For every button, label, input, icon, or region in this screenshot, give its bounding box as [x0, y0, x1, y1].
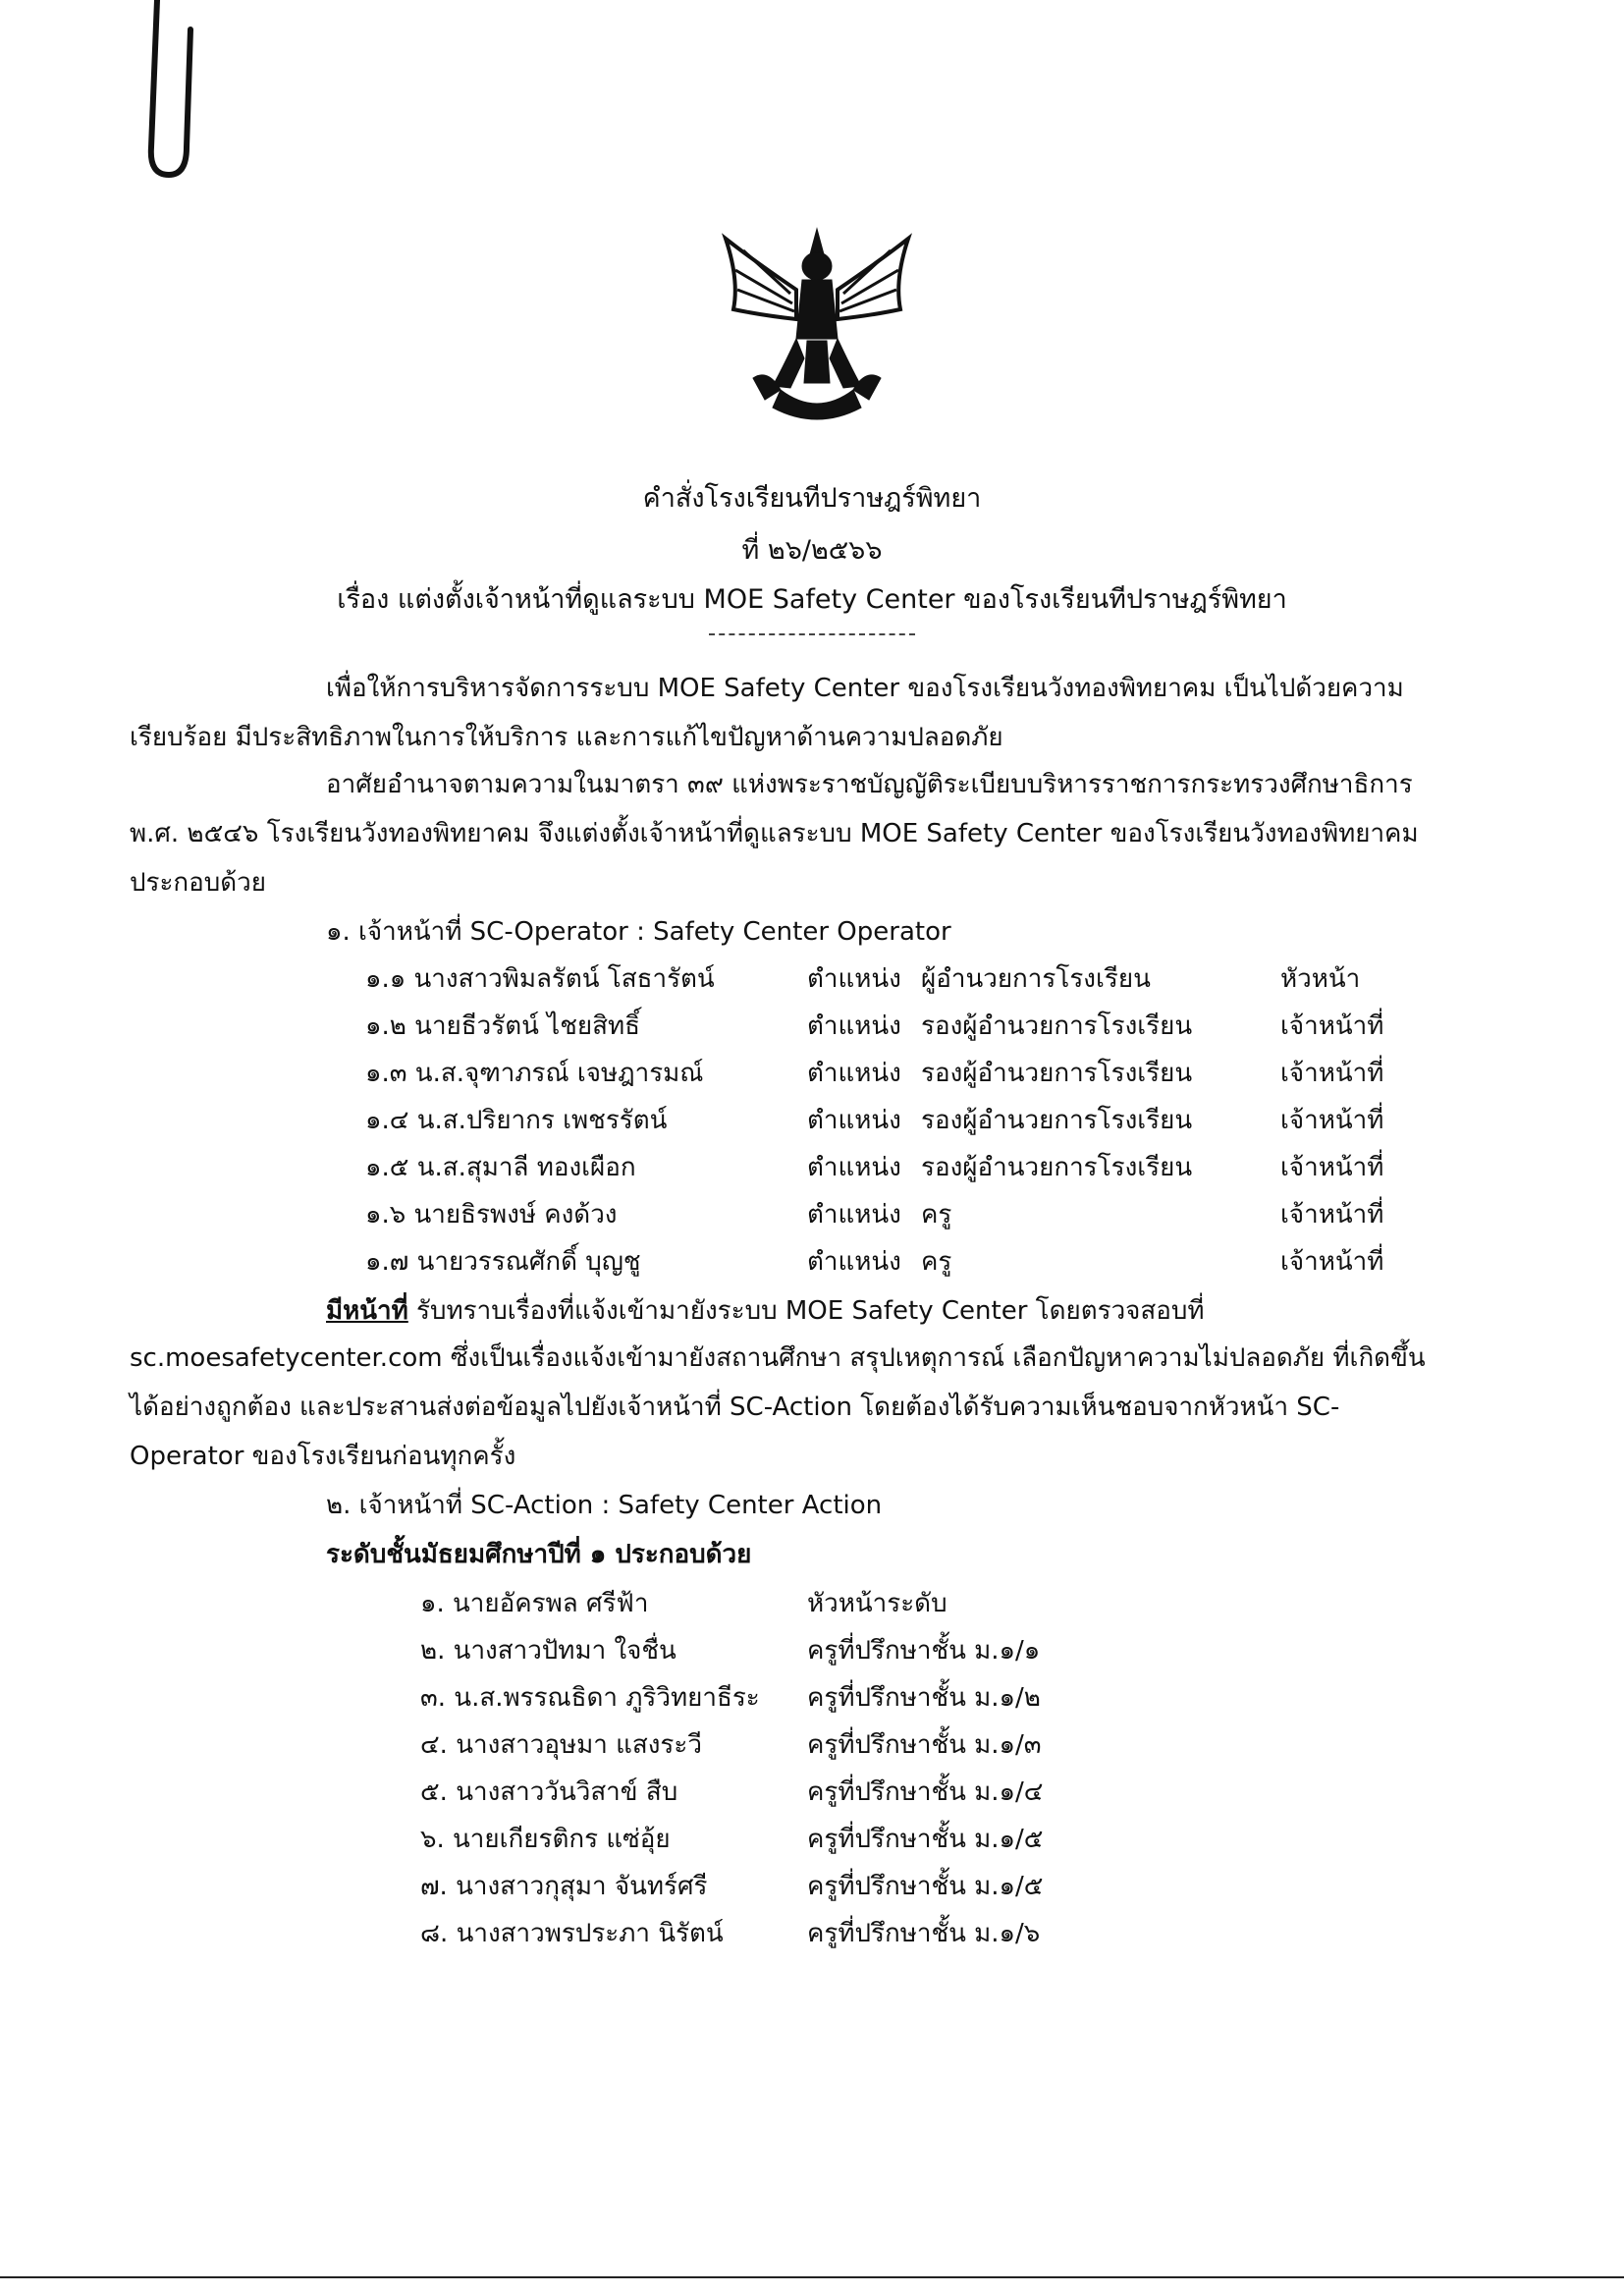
section1-heading: ๑. เจ้าหน้าที่ SC-Operator : Safety Center Operator: [326, 917, 951, 947]
operator-name: ๑.๗ นายวรรณศักดิ์ บุญชู: [365, 1247, 641, 1277]
duty-line2: sc.moesafetycenter.com ซึ่งเป็นเรื่องแจ้งเข้ามายังสถานศึกษา สรุปเหตุการณ์ เลือกปัญหาความไม่ปลอดภัย ที่เกิดขึ้น: [130, 1343, 1426, 1373]
garuda-emblem-icon: [714, 221, 920, 432]
operator-name: ๑.๒ นายธีวรัตน์ ไชยสิทธิ์: [365, 1011, 640, 1041]
operator-role: เจ้าหน้าที่: [1280, 1200, 1384, 1229]
operator-position: รองผู้อำนวยการโรงเรียน: [921, 1106, 1193, 1135]
action-member-role: ครูที่ปรึกษาชั้น ม.๑/๓: [807, 1730, 1042, 1760]
para1-line2: เรียบร้อย มีประสิทธิภาพในการให้บริการ และการแก้ไขปัญหาด้านความปลอดภัย: [130, 723, 1003, 752]
operator-pos-label: ตำแหน่ง: [807, 1153, 901, 1182]
paper-clip-icon: [118, 0, 206, 187]
operator-role: หัวหน้า: [1280, 964, 1361, 994]
order-subject: เรื่อง แต่งตั้งเจ้าหน้าที่ดูแลระบบ MOE Safety Center ของโรงเรียนทีปราษฎร์พิทยา: [337, 584, 1287, 615]
header-divider: [709, 633, 915, 635]
operator-position: รองผู้อำนวยการโรงเรียน: [921, 1011, 1193, 1041]
para2-line1: อาศัยอำนาจตามความในมาตรา ๓๙ แห่งพระราชบัญญัติระเบียบบริหารราชการกระทรวงศึกษาธิการ: [326, 770, 1413, 799]
operator-name: ๑.๓ น.ส.จุฑาภรณ์ เจษฎารมณ์: [365, 1059, 704, 1088]
operator-role: เจ้าหน้าที่: [1280, 1011, 1384, 1041]
operator-position: ครู: [921, 1200, 952, 1229]
operator-pos-label: ตำแหน่ง: [807, 1011, 901, 1041]
scan-bottom-edge: [0, 2276, 1624, 2278]
operator-role: เจ้าหน้าที่: [1280, 1247, 1384, 1277]
operator-position: ผู้อำนวยการโรงเรียน: [921, 964, 1151, 994]
operator-position: รองผู้อำนวยการโรงเรียน: [921, 1059, 1193, 1088]
action-member-name: ๔. นางสาวอุษมา แสงระวี: [420, 1730, 702, 1760]
action-member-role: ครูที่ปรึกษาชั้น ม.๑/๒: [807, 1683, 1041, 1713]
action-member-role: ครูที่ปรึกษาชั้น ม.๑/๑: [807, 1636, 1041, 1666]
duty-text: รับทราบเรื่องที่แจ้งเข้ามายังระบบ MOE Safety Center โดยตรวจสอบที่: [407, 1296, 1205, 1326]
operator-pos-label: ตำแหน่ง: [807, 1106, 901, 1135]
action-member-name: ๑. นายอัครพล ศรีฟ้า: [420, 1589, 649, 1618]
operator-name: ๑.๖ นายธิรพงษ์ คงด้วง: [365, 1200, 618, 1229]
action-member-name: ๗. นางสาวกุสุมา จันทร์ศรี: [420, 1872, 708, 1901]
section2-subheading: ระดับชั้นมัธยมศึกษาปีที่ ๑ ประกอบด้วย: [326, 1540, 752, 1569]
order-number: ที่ ๒๖/๒๕๖๖: [741, 535, 883, 566]
action-member-role: ครูที่ปรึกษาชั้น ม.๑/๖: [807, 1919, 1041, 1948]
duty-line1: [326, 1290, 1205, 1331]
operator-role: เจ้าหน้าที่: [1280, 1106, 1384, 1135]
operator-role: เจ้าหน้าที่: [1280, 1153, 1384, 1182]
operator-pos-label: ตำแหน่ง: [807, 1247, 901, 1277]
operator-role: เจ้าหน้าที่: [1280, 1059, 1384, 1088]
action-member-name: ๖. นายเกียรติกร แซ่อุ้ย: [420, 1825, 671, 1854]
operator-position: รองผู้อำนวยการโรงเรียน: [921, 1153, 1193, 1182]
action-member-role: ครูที่ปรึกษาชั้น ม.๑/๕: [807, 1872, 1044, 1901]
operator-name: ๑.๑ นางสาวพิมลรัตน์ โสธารัตน์: [365, 964, 715, 994]
operator-pos-label: ตำแหน่ง: [807, 964, 901, 994]
action-member-name: ๕. นางสาววันวิสาข์ สืบ: [420, 1777, 678, 1807]
para2-line2: พ.ศ. ๒๕๔๖ โรงเรียนวังทองพิทยาคม จึงแต่งตั้งเจ้าหน้าที่ดูแลระบบ MOE Safety Center ของโรงเรียนวังทองพิทยาคม: [130, 819, 1419, 848]
para2-line3: ประกอบด้วย: [130, 868, 267, 898]
duty-line3: ได้อย่างถูกต้อง และประสานส่งต่อข้อมูลไปยังเจ้าหน้าที่ SC-Action โดยต้องได้รับความเห็นชอบจากหัวหน้า SC-: [130, 1393, 1340, 1422]
action-member-role: ครูที่ปรึกษาชั้น ม.๑/๔: [807, 1777, 1044, 1807]
duty-label: มีหน้าที่: [326, 1296, 408, 1326]
section2-heading: ๒. เจ้าหน้าที่ SC-Action : Safety Center Action: [326, 1491, 883, 1520]
para1-line1: เพื่อให้การบริหารจัดการระบบ MOE Safety Center ของโรงเรียนวังทองพิทยาคม เป็นไปด้วยความ: [326, 674, 1404, 703]
operator-position: ครู: [921, 1247, 952, 1277]
operator-name: ๑.๔ น.ส.ปริยากร เพชรรัตน์: [365, 1106, 668, 1135]
order-title: คำสั่งโรงเรียนทีปราษฎร์พิทยา: [642, 483, 982, 514]
action-member-role: หัวหน้าระดับ: [807, 1589, 947, 1618]
action-member-name: ๓. น.ส.พรรณธิดา ภูริวิทยาธีระ: [420, 1683, 760, 1713]
action-member-role: ครูที่ปรึกษาชั้น ม.๑/๕: [807, 1825, 1044, 1854]
action-member-name: ๒. นางสาวปัทมา ใจชื่น: [420, 1636, 677, 1666]
action-member-name: ๘. นางสาวพรประภา นิรัตน์: [420, 1919, 724, 1948]
duty-line4: Operator ของโรงเรียนก่อนทุกครั้ง: [130, 1442, 516, 1471]
operator-name: ๑.๕ น.ส.สุมาลี ทองเผือก: [365, 1153, 636, 1182]
operator-pos-label: ตำแหน่ง: [807, 1200, 901, 1229]
operator-pos-label: ตำแหน่ง: [807, 1059, 901, 1088]
